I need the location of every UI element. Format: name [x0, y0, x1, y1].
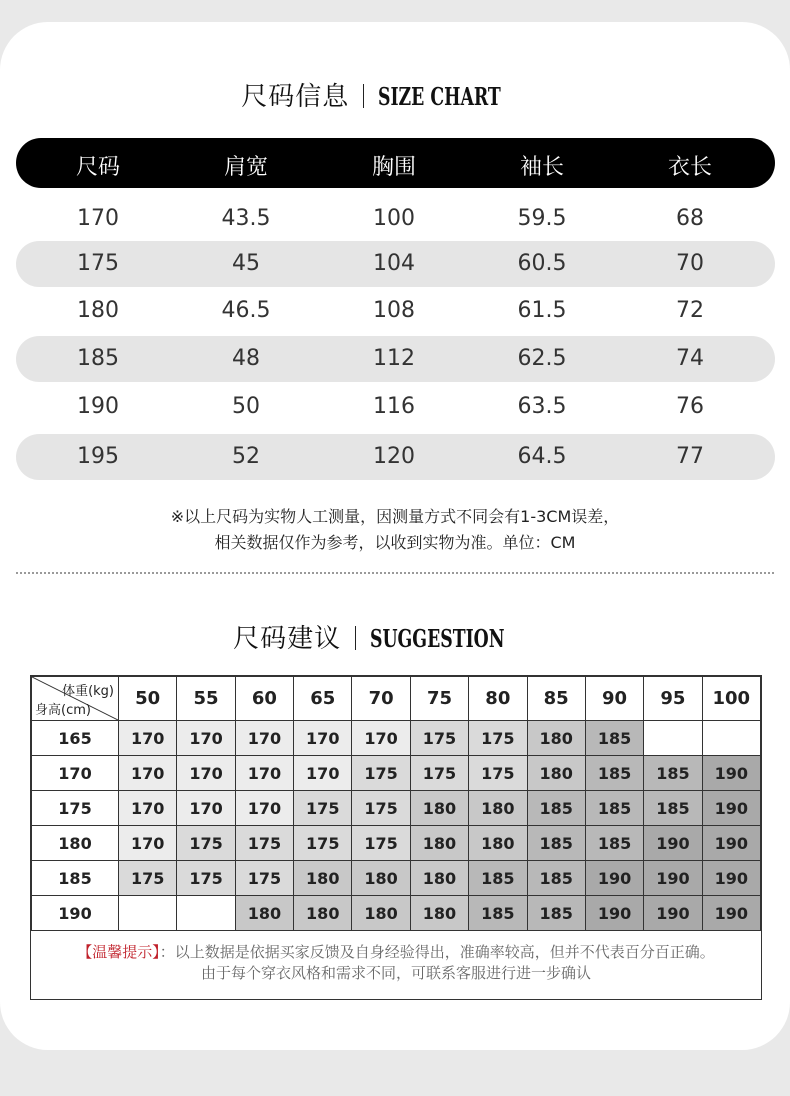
- table-row: [32, 721, 761, 756]
- weight-header: 100: [702, 677, 760, 721]
- weight-header: 60: [235, 677, 293, 721]
- size-chart-title-cn: 尺码信息: [241, 82, 350, 112]
- size-suggestion-cell: 180: [527, 756, 585, 791]
- title-divider: [363, 84, 364, 108]
- size-cell: 195: [77, 444, 119, 469]
- size-cell: 48: [232, 346, 260, 371]
- header-chest: 胸围: [371, 155, 416, 180]
- tip-line2: 由于每个穿衣风格和需求不同，可联系客服进行进一步确认: [200, 964, 591, 982]
- size-suggestion-cell: 170: [177, 721, 235, 756]
- size-cell: 170: [77, 206, 119, 231]
- corner-weight-label: 体重(kg): [62, 684, 114, 699]
- warm-tip: [31, 926, 761, 999]
- suggestion-table: [30, 675, 762, 1000]
- size-cell: 50: [232, 394, 260, 419]
- size-suggestion-cell: 185: [585, 756, 643, 791]
- size-suggestion-cell: 175: [177, 826, 235, 861]
- size-suggestion-cell: 180: [410, 896, 468, 931]
- size-suggestion-cell: 180: [469, 826, 527, 861]
- size-suggestion-cell: 180: [410, 791, 468, 826]
- size-cell: 100: [373, 206, 415, 231]
- size-suggestion-cell: 190: [702, 756, 760, 791]
- size-suggestion-cell: 175: [352, 791, 410, 826]
- size-suggestion-cell: 175: [235, 826, 293, 861]
- size-cell: 76: [676, 394, 704, 419]
- size-cell: 112: [373, 346, 415, 371]
- size-cell: 64.5: [517, 444, 567, 469]
- suggestion-title: [0, 618, 790, 655]
- size-cell: 45: [232, 251, 260, 276]
- weight-header: 95: [644, 677, 702, 721]
- height-header: 185: [32, 861, 119, 896]
- height-header: 165: [32, 721, 119, 756]
- size-suggestion-cell: 190: [644, 861, 702, 896]
- size-suggestion-cell: 170: [177, 791, 235, 826]
- weight-header: 80: [469, 677, 527, 721]
- weight-header: 50: [119, 677, 177, 721]
- size-cell: 108: [373, 298, 415, 323]
- size-suggestion-cell: 175: [410, 721, 468, 756]
- size-chart-title-en: SIZE CHART: [378, 82, 502, 111]
- tip-label: 【温馨提示】: [77, 943, 160, 961]
- size-note-line2: 相关数据仅作为参考，以收到实物为准。单位：CM: [214, 533, 576, 552]
- size-suggestion-cell: 170: [119, 826, 177, 861]
- size-chart-header: [16, 138, 775, 188]
- size-suggestion-cell: 170: [294, 756, 352, 791]
- size-note-line1: ※以上尺码为实物人工测量，因测量方式不同会有1-3CM误差，: [170, 507, 620, 526]
- size-suggestion-cell: 190: [702, 861, 760, 896]
- weight-header: 75: [410, 677, 468, 721]
- size-cell: 104: [373, 251, 415, 276]
- size-chart-title: [0, 76, 790, 113]
- size-cell: 77: [676, 444, 704, 469]
- size-suggestion-cell: [644, 721, 702, 756]
- size-cell: 62.5: [517, 346, 567, 371]
- size-cell: 61.5: [517, 298, 567, 323]
- size-suggestion-cell: 170: [294, 721, 352, 756]
- size-suggestion-cell: [702, 721, 760, 756]
- size-suggestion-cell: 190: [702, 826, 760, 861]
- size-row: [16, 336, 775, 382]
- size-suggestion-cell: 170: [119, 721, 177, 756]
- size-suggestion-cell: 180: [410, 826, 468, 861]
- suggestion-title-en: SUGGESTION: [370, 624, 505, 653]
- size-suggestion-cell: 170: [352, 721, 410, 756]
- table-row: [32, 861, 761, 896]
- title-divider: [355, 626, 356, 650]
- size-cell: 175: [77, 251, 119, 276]
- size-suggestion-cell: 170: [235, 756, 293, 791]
- table-row: [32, 826, 761, 861]
- size-suggestion-cell: 185: [644, 791, 702, 826]
- size-row: [16, 434, 775, 480]
- size-suggestion-cell: 185: [644, 756, 702, 791]
- header-length: 衣长: [667, 155, 712, 180]
- size-suggestion-cell: 185: [527, 791, 585, 826]
- weight-header: 90: [585, 677, 643, 721]
- size-suggestion-cell: 180: [352, 861, 410, 896]
- size-suggestion-cell: 175: [352, 826, 410, 861]
- size-suggestion-cell: 175: [294, 791, 352, 826]
- size-cell: 63.5: [517, 394, 567, 419]
- size-suggestion-cell: 175: [177, 861, 235, 896]
- header-size: 尺码: [75, 155, 120, 180]
- size-suggestion-cell: 190: [644, 826, 702, 861]
- weight-header: 65: [294, 677, 352, 721]
- size-cell: 185: [77, 346, 119, 371]
- size-suggestion-cell: 175: [119, 861, 177, 896]
- header-sleeve: 袖长: [519, 155, 564, 180]
- size-suggestion-cell: 175: [235, 861, 293, 896]
- size-suggestion-cell: 175: [410, 756, 468, 791]
- weight-header: 70: [352, 677, 410, 721]
- size-row: [16, 384, 775, 430]
- size-suggestion-cell: 180: [235, 896, 293, 931]
- size-cell: 52: [232, 444, 260, 469]
- size-suggestion-cell: 180: [352, 896, 410, 931]
- size-cell: 59.5: [517, 206, 567, 231]
- dotted-divider: [16, 572, 774, 574]
- size-row: [16, 288, 775, 334]
- size-cell: 190: [77, 394, 119, 419]
- size-suggestion-cell: 185: [527, 826, 585, 861]
- size-suggestion-cell: 175: [469, 756, 527, 791]
- size-suggestion-cell: 170: [235, 791, 293, 826]
- size-cell: 74: [676, 346, 704, 371]
- size-suggestion-cell: 185: [585, 791, 643, 826]
- corner-height-label: 身高(cm): [35, 703, 91, 718]
- size-suggestion-cell: 190: [585, 896, 643, 931]
- size-cell: 68: [676, 206, 704, 231]
- size-suggestion-cell: 170: [119, 756, 177, 791]
- size-suggestion-cell: 190: [702, 896, 760, 931]
- size-suggestion-cell: 175: [294, 826, 352, 861]
- suggestion-title-cn: 尺码建议: [233, 624, 342, 654]
- size-row: [16, 196, 775, 242]
- size-suggestion-cell: 190: [644, 896, 702, 931]
- size-suggestion-cell: 170: [177, 756, 235, 791]
- weight-header: 85: [527, 677, 585, 721]
- size-suggestion-cell: 185: [527, 896, 585, 931]
- size-suggestion-cell: 185: [585, 826, 643, 861]
- size-cell: 116: [373, 394, 415, 419]
- size-suggestion-cell: 175: [352, 756, 410, 791]
- tip-line1: ：以上数据是依据买家反馈及自身经验得出，准确率较高，但并不代表百分百正确。: [159, 943, 715, 961]
- size-suggestion-cell: 185: [469, 861, 527, 896]
- corner-cell: [32, 677, 119, 721]
- size-suggestion-cell: 170: [235, 721, 293, 756]
- header-shoulder: 肩宽: [223, 155, 268, 180]
- size-cell: 180: [77, 298, 119, 323]
- height-header: 175: [32, 791, 119, 826]
- height-header: 180: [32, 826, 119, 861]
- size-suggestion-cell: 180: [527, 721, 585, 756]
- size-suggestion-cell: 180: [294, 896, 352, 931]
- size-suggestion-cell: 180: [469, 791, 527, 826]
- size-suggestion-cell: 175: [469, 721, 527, 756]
- size-suggestion-cell: 185: [527, 861, 585, 896]
- height-header: 170: [32, 756, 119, 791]
- size-cell: 72: [676, 298, 704, 323]
- size-cell: 70: [676, 251, 704, 276]
- size-row: [16, 241, 775, 287]
- size-suggestion-cell: 185: [469, 896, 527, 931]
- size-suggestion-cell: 185: [585, 721, 643, 756]
- weight-header: 55: [177, 677, 235, 721]
- size-cell: 43.5: [221, 206, 271, 231]
- size-suggestion-cell: 180: [294, 861, 352, 896]
- size-suggestion-cell: 190: [585, 861, 643, 896]
- height-header: 190: [32, 896, 119, 931]
- size-cell: 46.5: [221, 298, 271, 323]
- table-row: [32, 756, 761, 791]
- table-row: [32, 791, 761, 826]
- size-cell: 60.5: [517, 251, 567, 276]
- size-suggestion-cell: 190: [702, 791, 760, 826]
- size-suggestion-cell: 180: [410, 861, 468, 896]
- size-cell: 120: [373, 444, 415, 469]
- size-suggestion-cell: 170: [119, 791, 177, 826]
